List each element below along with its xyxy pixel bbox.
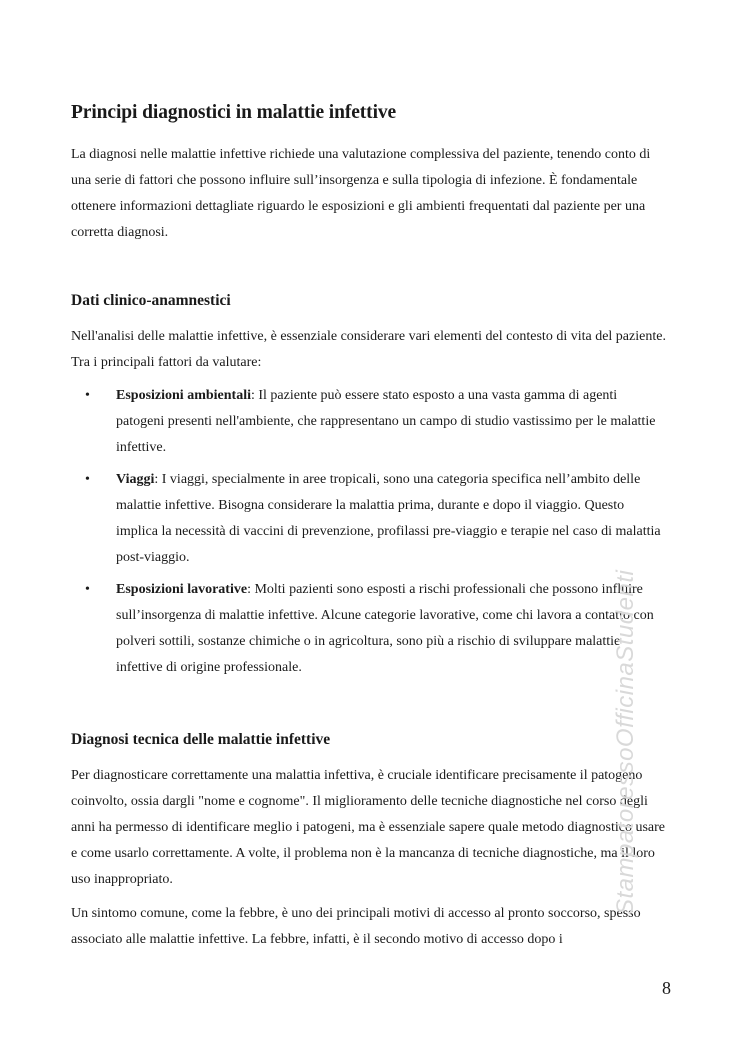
section-heading-diagnosi-tecnica: Diagnosi tecnica delle malattie infettive [71,731,331,748]
section2-paragraph-2: Un sintomo comune, come la febbre, è uno dei principali motivi di accesso al pronto soccorso, spesso associato alle malattie infettive. La febbre, infatti, è il secondo motivo di accesso dopo i [71,906,641,947]
page-number: 8 [662,978,671,998]
section-heading-dati-clinico: Dati clinico-anamnestici [71,292,231,309]
bullet-marker: • [85,472,90,487]
section2-paragraph-1: Per diagnosticare correttamente una malattia infettiva, è cruciale identificare precisamente il patogeno coinvolto, ossia dargli "nome e cognome". Il miglioramento delle tecniche diagnostiche nel corso degli anni ha permesso di identificare meglio i patogeni, ma è essenziale sapere quale metodo diagnostico usare e come usarlo correttamente. A volte, il problema non è la mancanza di tecniche diagnostiche, ma il loro uso inappropriato. [71,768,666,887]
list-item-term: Esposizioni lavorative [116,582,248,597]
intro-paragraph: La diagnosi nelle malattie infettive richiede una valutazione complessiva del paziente, tenendo conto di una serie di fattori che possono influire sull’insorgenza e sulla tipologia di infezione. È fondamentale ottenere informazioni dettagliate riguardo le esposizioni e gli ambienti frequentati dal paziente per una corretta diagnosi. [71,147,651,240]
list-item-term: Viaggi [116,472,155,487]
page-title: Principi diagnostici in malattie infettive [71,102,397,123]
exposure-list [71,383,671,681]
bullet-marker: • [85,388,90,403]
list-item [71,383,666,461]
list-item-text: : Molti pazienti sono esposti a rischi professionali che possono influire sull’insorgenza di malattie infettive. Alcune categorie lavorative, come chi lavora a contatto con polveri sottili, sostanze chimiche o in agricoltura, sono più a rischio di sviluppare malattie infettive di origine professionale. [116,582,654,675]
list-item-text: : I viaggi, specialmente in aree tropicali, sono una categoria specifica nell’ambito delle malattie infettive. Bisogna considerare la malattia prima, durante e dopo il viaggio. Questo implica la necessità di vaccini di prevenzione, profilassi pre-viaggio e terapie nel caso di malattia post-viaggio. [116,472,661,565]
list-item [71,467,666,571]
watermark: StampatoressoOfficinaStudenti [612,569,639,915]
section1-paragraph: Nell'analisi delle malattie infettive, è essenziale considerare vari elementi del contesto di vita del paziente. Tra i principali fattori da valutare: [71,329,666,370]
list-item-term: Esposizioni ambientali [116,388,251,403]
list-item [71,577,666,681]
bullet-marker: • [85,582,90,597]
list-item-text: : Il paziente può essere stato esposto a una vasta gamma di agenti patogeni presenti nell'ambiente, che rappresentano un campo di studio vastissimo per le malattie infettive. [116,388,656,455]
